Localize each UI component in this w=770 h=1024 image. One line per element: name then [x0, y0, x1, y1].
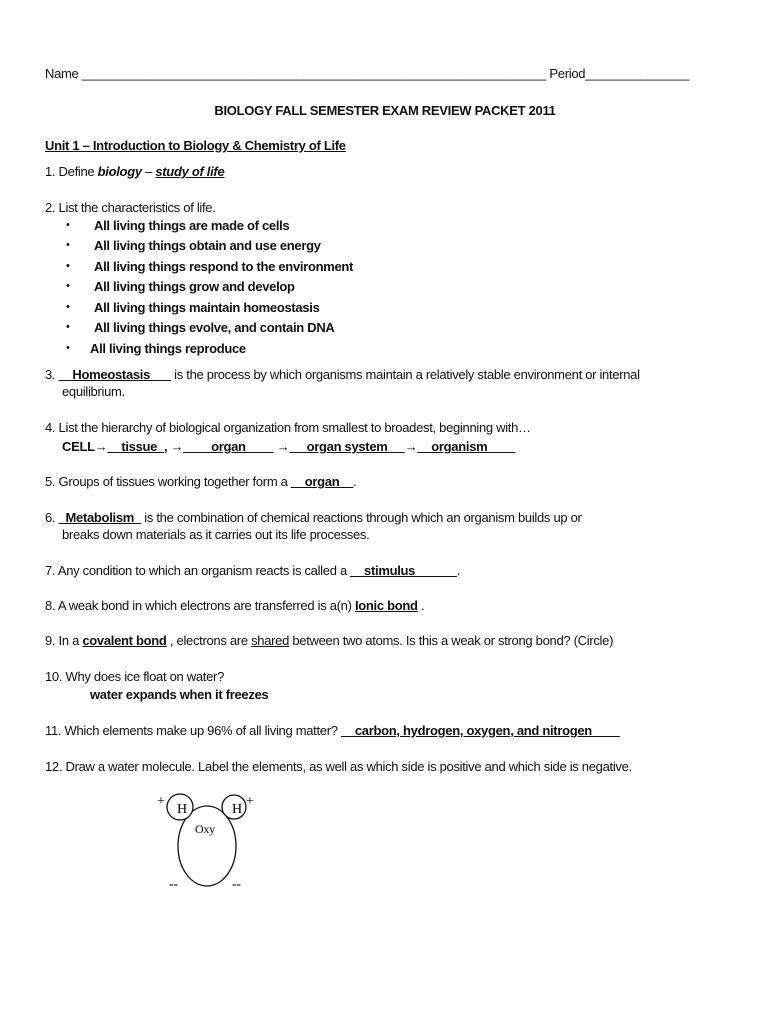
- question-2-prompt: 2. List the characteristics of life.: [45, 200, 216, 215]
- bullet-icon: •: [66, 239, 70, 251]
- q6-text: is the combination of chemical reactions through which an organism builds up or: [140, 510, 582, 525]
- page-title: BIOLOGY FALL SEMESTER EXAM REVIEW PACKET 2011: [214, 103, 556, 118]
- q7-suffix: .: [456, 563, 460, 578]
- hierarchy-tissue: __tissue_: [107, 439, 165, 454]
- arrow-icon: →: [404, 439, 418, 454]
- q11-answer: __carbon, hydrogen, oxygen, and nitrogen____: [341, 723, 620, 738]
- q1-term: biology: [97, 164, 142, 179]
- separator: ,: [164, 439, 171, 454]
- bullet-icon: •: [66, 342, 70, 354]
- question-11: [45, 723, 620, 738]
- q8-prefix: 8. A weak bond in which electrons are transferred is a(n): [45, 598, 355, 613]
- bullet-icon: •: [66, 219, 70, 231]
- oxygen-label: Oxy: [195, 822, 215, 836]
- unit-heading: Unit 1 – Introduction to Biology & Chemistry of Life: [45, 138, 346, 153]
- list-item-text: All living things maintain homeostasis: [94, 300, 320, 315]
- bullet-icon: •: [66, 280, 70, 292]
- hierarchy-answer: [62, 439, 515, 454]
- question-12-prompt: 12. Draw a water molecule. Label the elements, as well as which side is positive and which side is negative.: [45, 759, 632, 774]
- bullet-icon: •: [66, 260, 70, 272]
- hydrogen-label-right: H: [232, 802, 242, 817]
- q9-answer: covalent bond: [82, 633, 167, 648]
- q3-answer: __Homeostasis___: [58, 367, 171, 382]
- q6-number: 6.: [45, 510, 59, 525]
- q1-dash: –: [141, 164, 156, 179]
- q3-number: 3.: [45, 367, 59, 382]
- question-3: [45, 367, 640, 382]
- question-4-prompt: 4. List the hierarchy of biological organization from smallest to broadest, beginning with…: [45, 420, 531, 435]
- question-8: [45, 598, 424, 613]
- list-item-text: All living things evolve, and contain DNA: [94, 320, 335, 335]
- negative-sign-left: --: [169, 877, 178, 892]
- hydrogen-label-left: H: [177, 802, 187, 817]
- q7-answer: __stimulus______: [350, 563, 457, 578]
- q5-prefix: 5. Groups of tissues working together form a: [45, 474, 291, 489]
- list-item-text: All living things grow and develop: [94, 279, 295, 294]
- q9-mid: , electrons are: [166, 633, 252, 648]
- q5-answer: __organ__: [290, 474, 354, 489]
- positive-sign-right: +: [246, 794, 254, 809]
- arrow-icon: →: [276, 439, 290, 454]
- arrow-icon: →: [94, 439, 108, 454]
- question-10-answer: water expands when it freezes: [90, 687, 269, 702]
- bullet-icon: •: [66, 321, 70, 333]
- q9-rest: between two atoms. Is this a weak or strong bond? (Circle): [289, 633, 614, 648]
- question-9: [45, 633, 613, 648]
- q1-answer: study of life: [155, 164, 225, 179]
- question-1: [45, 164, 224, 179]
- q5-suffix: .: [353, 474, 357, 489]
- hierarchy-start: CELL: [62, 439, 95, 454]
- positive-sign-left: +: [157, 794, 165, 809]
- hierarchy-organ-system: __organ system__: [289, 439, 405, 454]
- q9-shared: shared: [251, 633, 290, 648]
- list-item-text: All living things are made of cells: [94, 218, 290, 233]
- question-5: [45, 474, 357, 489]
- q6-answer: _Metabolism_: [58, 510, 141, 525]
- negative-sign-right: --: [232, 877, 241, 892]
- list-item-text: All living things obtain and use energy: [94, 238, 321, 253]
- q3-text: is the process by which organisms maintain a relatively stable environment or internal: [170, 367, 640, 382]
- q11-prefix: 11. Which elements make up 96% of all living matter?: [45, 723, 342, 738]
- q8-suffix: .: [417, 598, 425, 613]
- question-6-continued: breaks down materials as it carries out its life processes.: [62, 527, 370, 542]
- bullet-icon: •: [66, 301, 70, 313]
- name-period-line: Name ___________________________________________________________________ Period_______________: [45, 66, 690, 81]
- q7-prefix: 7. Any condition to which an organism reacts is called a: [45, 563, 351, 578]
- question-10-prompt: 10. Why does ice float on water?: [45, 669, 225, 684]
- q1-prefix: 1. Define: [45, 164, 98, 179]
- hierarchy-organ: ____organ____: [183, 439, 274, 454]
- list-item-text: All living things respond to the environment: [94, 259, 354, 274]
- question-6: [45, 510, 582, 525]
- list-item-text: All living things reproduce: [90, 341, 246, 356]
- q8-answer: Ionic bond: [354, 598, 418, 613]
- hierarchy-organism: __organism____: [417, 439, 516, 454]
- water-molecule-drawing: [150, 788, 290, 898]
- question-3-continued: equilibrium.: [62, 384, 125, 399]
- arrow-icon: →: [170, 439, 184, 454]
- question-7: [45, 563, 460, 578]
- q9-prefix: 9. In a: [45, 633, 83, 648]
